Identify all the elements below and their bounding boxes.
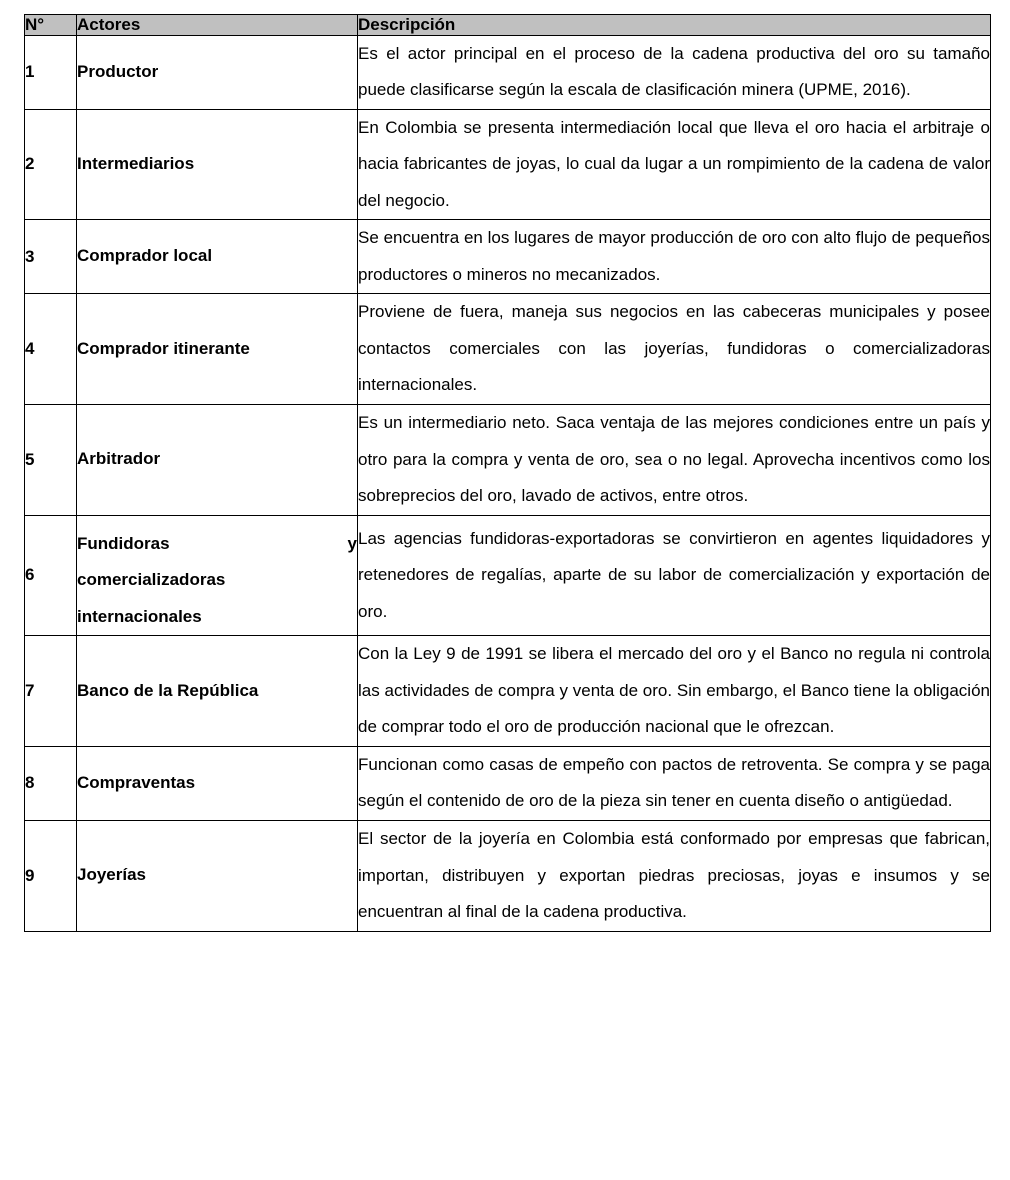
cell-actor: Joyerías [77, 821, 358, 932]
table-row [25, 35, 991, 109]
cell-number: 3 [25, 220, 77, 294]
cell-actor-line: comercializadoras [77, 570, 226, 590]
cell-description: Es un intermediario neto. Saca ventaja de las mejores condiciones entre un país y otro para la compra y venta de oro, sea o no legal. Aprovecha incentivos como los sobreprecios del oro, lavado de activos, entre otros. [358, 405, 991, 516]
table-header [25, 15, 991, 36]
table-body [25, 35, 991, 931]
cell-actor: Intermediarios [77, 109, 358, 220]
table-row [25, 636, 991, 747]
table-row [25, 746, 991, 820]
cell-number: 7 [25, 636, 77, 747]
cell-description: Con la Ley 9 de 1991 se libera el mercado del oro y el Banco no regula ni controla las actividades de compra y venta de oro. Sin embargo, el Banco tiene la obligación de comprar todo el oro de producción nacional que le ofrezcan. [358, 636, 991, 747]
column-header-actors: Actores [77, 15, 358, 36]
table-row [25, 109, 991, 220]
cell-actor [77, 515, 358, 636]
table-header-row [25, 15, 991, 36]
cell-number: 2 [25, 109, 77, 220]
cell-number: 9 [25, 821, 77, 932]
table-row [25, 294, 991, 405]
cell-actor: Compraventas [77, 746, 358, 820]
cell-number: 5 [25, 405, 77, 516]
cell-number: 8 [25, 746, 77, 820]
cell-actor: Comprador local [77, 220, 358, 294]
cell-actor: Productor [77, 35, 358, 109]
cell-description: Se encuentra en los lugares de mayor producción de oro con alto flujo de pequeños productores o mineros no mecanizados. [358, 220, 991, 294]
table-row [25, 515, 991, 636]
cell-description: Funcionan como casas de empeño con pactos de retroventa. Se compra y se paga según el contenido de oro de la pieza sin tener en cuenta diseño o antigüedad. [358, 746, 991, 820]
cell-number: 6 [25, 515, 77, 636]
table-row [25, 220, 991, 294]
cell-number: 4 [25, 294, 77, 405]
table-row [25, 821, 991, 932]
cell-description: Es el actor principal en el proceso de la cadena productiva del oro su tamaño puede clasificarse según la escala de clasificación minera (UPME, 2016). [358, 35, 991, 109]
cell-number: 1 [25, 35, 77, 109]
cell-description: El sector de la joyería en Colombia está conformado por empresas que fabrican, importan, distribuyen y exportan piedras preciosas, joyas e insumos y se encuentran al final de la cadena productiva. [358, 821, 991, 932]
table-row [25, 405, 991, 516]
cell-description: Proviene de fuera, maneja sus negocios en las cabeceras municipales y posee contactos comerciales con las joyerías, fundidoras o comercializadoras internacionales. [358, 294, 991, 405]
column-header-description: Descripción [358, 15, 991, 36]
cell-actor-line: internacionales [77, 606, 202, 626]
cell-description: Las agencias fundidoras-exportadoras se convirtieron en agentes liquidadores y retenedores de regalías, aparte de su labor de comercialización y exportación de oro. [358, 515, 991, 636]
cell-actor-line: Fundidoras y [77, 533, 357, 553]
column-header-number: N° [25, 15, 77, 36]
cell-actor: Comprador itinerante [77, 294, 358, 405]
actors-table [24, 14, 991, 932]
cell-actor: Arbitrador [77, 405, 358, 516]
cell-description: En Colombia se presenta intermediación local que lleva el oro hacia el arbitraje o hacia fabricantes de joyas, lo cual da lugar a un rompimiento de la cadena de valor del negocio. [358, 109, 991, 220]
cell-actor: Banco de la República [77, 636, 358, 747]
